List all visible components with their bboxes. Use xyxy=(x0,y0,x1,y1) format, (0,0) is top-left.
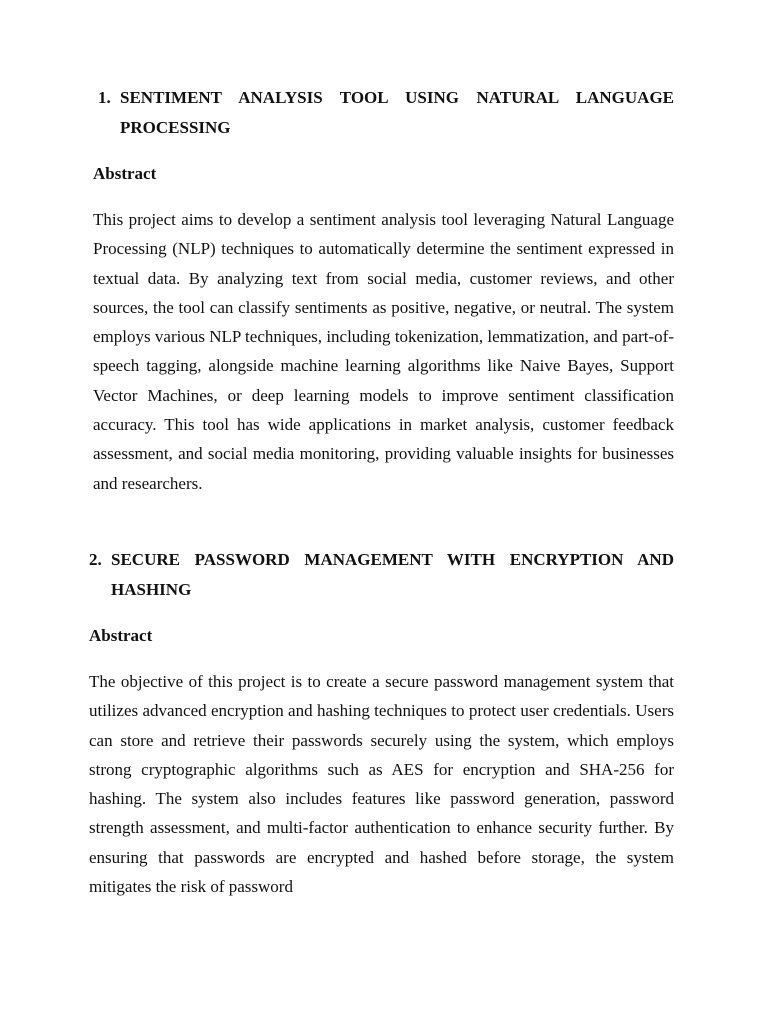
section-2-abstract-label: Abstract xyxy=(89,626,153,645)
section-2-number: 2. xyxy=(89,550,102,569)
section-1-heading xyxy=(98,83,674,142)
section-2-title: SECURE PASSWORD MANAGEMENT WITH ENCRYPTION AND HASHING xyxy=(111,550,674,599)
section-2-heading xyxy=(89,545,674,604)
section-1-title: SENTIMENT ANALYSIS TOOL USING NATURAL LANGUAGE PROCESSING xyxy=(120,88,674,137)
section-1-abstract-label: Abstract xyxy=(93,164,157,183)
section-1-number: 1. xyxy=(98,88,111,107)
section-1-abstract-text: This project aims to develop a sentiment analysis tool leveraging Natural Language Processing (NLP) techniques to automatically determine the sentiment expressed in textual data. By analyzing text from social media, customer reviews, and other sources, the tool can classify sentiments as positive, negative, or neutral. The system employs various NLP techniques, including tokenization, lemmatization, and part-of-speech tagging, alongside machine learning algorithms like Naive Bayes, Support Vector Machines, or deep learning models to improve sentiment classification accuracy. This tool has wide applications in market analysis, customer feedback assessment, and social media monitoring, providing valuable insights for businesses and researchers. xyxy=(93,210,674,493)
section-2-abstract-text: The objective of this project is to create a secure password management system that utilizes advanced encryption and hashing techniques to protect user credentials. Users can store and retrieve their passwords securely using the system, which employs strong cryptographic algorithms such as AES for encryption and SHA-256 for hashing. The system also includes features like password generation, password strength assessment, and multi-factor authentication to enhance security further. By ensuring that passwords are encrypted and hashed before storage, the system mitigates the risk of password xyxy=(89,672,674,897)
